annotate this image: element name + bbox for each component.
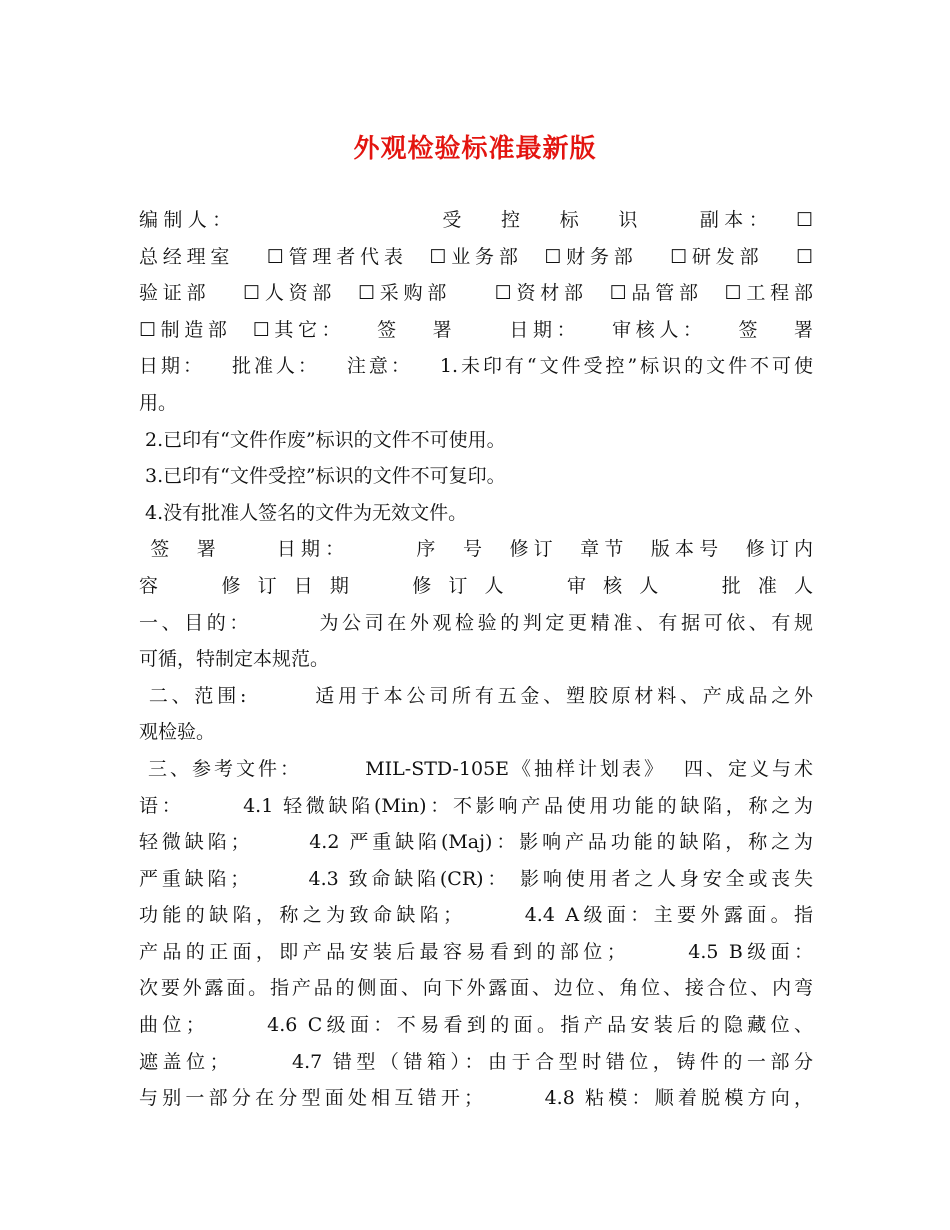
text-line: 观检验。	[139, 721, 216, 744]
text-line: 签 署 日期： 序 号 修订 章节 版本号 修订内	[139, 538, 813, 561]
text-line: 一、目的： 为公司在外观检验的判定更精准、有据可依、有规	[139, 611, 813, 634]
text-line: 编制人： 受 控 标 识 副本： ☐	[139, 209, 813, 231]
text-line: 容 修 订 日 期 修 订 人 审 核 人 批 准 人	[139, 574, 813, 597]
text-line: ☐制造部 ☐其它： 签 署 日期： 审核人： 签 署	[139, 318, 813, 341]
text-line: 4.没有批准人签名的文件为无效文件。	[139, 501, 468, 524]
text-line: 二、范围: 适用于本公司所有五金、塑胶原材料、产成品之外	[139, 684, 813, 707]
document-body	[139, 202, 813, 1117]
text-line: 次要外露面。指产品的侧面、向下外露面、边位、角位、接合位、内弯	[139, 977, 813, 1000]
text-line: 可循，特制定本规范。	[139, 648, 330, 671]
text-line: 用。	[139, 391, 178, 414]
text-line: 三、参考文件： MIL-STD-105E《抽样计划表》 四、定义与术	[139, 757, 813, 780]
document-title: 外观检验标准最新版	[353, 134, 597, 164]
text-line: 曲位； 4.6 C级面：不易看到的面。指产品安装后的隐藏位、	[139, 1014, 813, 1037]
text-line: 总经理室 ☐管理者代表 ☐业务部 ☐财务部 ☐研发部 ☐	[139, 245, 813, 268]
text-line: 严重缺陷； 4.3 致命缺陷(CR)： 影响使用者之人身安全或丧失	[139, 867, 813, 890]
text-line: 轻微缺陷； 4.2 严重缺陷(Maj)：影响产品功能的缺陷，称之为	[139, 831, 813, 854]
text-line: 语： 4.1 轻微缺陷(Min)：不影响产品使用功能的缺陷，称之为	[139, 794, 813, 817]
text-line: 功能的缺陷，称之为致命缺陷； 4.4 A级面：主要外露面。指	[139, 904, 813, 927]
text-line: 产品的正面，即产品安装后最容易看到的部位； 4.5 B级面：	[139, 940, 813, 963]
text-line: 日期： 批准人： 注意： 1.未印有“文件受控”标识的文件不可使	[139, 355, 813, 378]
text-line: 与别一部分在分型面处相互错开； 4.8 粘模：顺着脱模方向，	[139, 1087, 813, 1110]
text-line: 2.已印有“文件作废”标识的文件不可使用。	[139, 428, 506, 451]
text-line: 遮盖位； 4.7 错型（错箱）：由于合型时错位，铸件的一部分	[139, 1050, 813, 1073]
text-line: 3.已印有“文件受控”标识的文件不可复印。	[139, 465, 506, 488]
text-line: 验证部 ☐人资部 ☐采购部 ☐资材部 ☐品管部 ☐工程部	[139, 282, 813, 305]
